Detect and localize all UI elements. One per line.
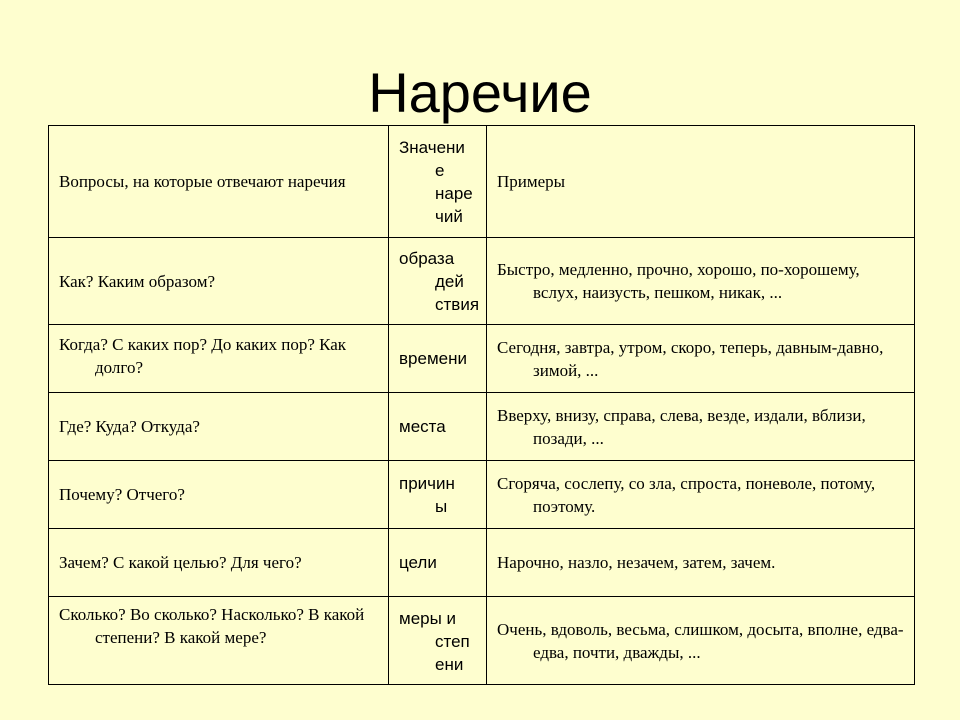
table-row <box>49 597 915 685</box>
row-examples: Сегодня, завтра, утром, скоро, теперь, давным-давно, зимой, ... <box>497 337 884 380</box>
row-examples: Быстро, медленно, прочно, хорошо, по-хорошему, вслух, наизусть, пешком, никак, ... <box>497 260 860 302</box>
row-examples: Нарочно, назло, незачем, затем, зачем. <box>497 553 776 572</box>
meaning-line: причин <box>399 473 455 493</box>
meaning-line: степ <box>435 632 470 651</box>
examples-cell <box>487 461 915 529</box>
row-questions: Зачем? С какой целью? Для чего? <box>59 553 302 572</box>
header-examples-cell <box>487 126 915 238</box>
row-questions: Сколько? Во сколько? Насколько? В какой степени? В какой мере? <box>59 605 365 647</box>
meaning-line: места <box>399 417 446 436</box>
row-questions: Где? Куда? Откуда? <box>59 417 200 436</box>
meaning-cell <box>389 461 487 529</box>
header-questions-cell <box>49 126 389 238</box>
meaning-line: образа <box>399 248 455 268</box>
meaning-cell <box>389 529 487 597</box>
examples-cell <box>487 325 915 393</box>
questions-cell <box>49 597 389 685</box>
examples-cell <box>487 238 915 325</box>
meaning-cell <box>389 393 487 461</box>
meaning-line: меры и <box>399 609 457 628</box>
header-meaning-line: наре <box>435 183 473 203</box>
questions-cell <box>49 461 389 529</box>
header-meaning-line: Значени <box>399 137 465 157</box>
row-questions: Как? Каким образом? <box>59 271 216 291</box>
row-questions: Когда? С каких пор? До каких пор? Как долго? <box>59 335 347 377</box>
meaning-cell <box>389 597 487 685</box>
row-examples: Вверху, внизу, справа, слева, везде, издали, вблизи, позади, ... <box>497 405 866 448</box>
table-row <box>49 393 915 461</box>
header-meaning-line: чий <box>435 206 463 226</box>
header-examples: Примеры <box>497 172 566 191</box>
meaning-line: ы <box>435 496 448 516</box>
header-questions: Вопросы, на которые отвечают наречия <box>59 172 346 191</box>
slide-title: Наречие <box>368 61 592 124</box>
table-row <box>49 238 915 325</box>
adverbs-table <box>48 125 915 685</box>
examples-cell <box>487 529 915 597</box>
header-meaning-line: е <box>435 160 445 180</box>
examples-cell <box>487 597 915 685</box>
questions-cell <box>49 325 389 393</box>
row-examples: Очень, вдоволь, весьма, слишком, досыта, вполне, едва-едва, почти, дважды, ... <box>497 619 904 662</box>
meaning-line: времени <box>399 349 467 368</box>
meaning-line: дей <box>435 271 464 291</box>
meaning-cell <box>389 238 487 325</box>
questions-cell <box>49 529 389 597</box>
questions-cell <box>49 393 389 461</box>
table-row <box>49 461 915 529</box>
examples-cell <box>487 393 915 461</box>
table-row <box>49 529 915 597</box>
table-header-row <box>49 126 915 238</box>
row-questions: Почему? Отчего? <box>59 485 185 504</box>
row-examples: Сгоряча, сослепу, со зла, спроста, поневоле, потому, поэтому. <box>497 473 876 516</box>
meaning-line: цели <box>399 553 437 572</box>
meaning-line: ствия <box>435 294 480 314</box>
meaning-line: ени <box>435 655 464 674</box>
meaning-cell <box>389 325 487 393</box>
header-meaning-cell <box>389 126 487 238</box>
questions-cell <box>49 238 389 325</box>
table-row <box>49 325 915 393</box>
